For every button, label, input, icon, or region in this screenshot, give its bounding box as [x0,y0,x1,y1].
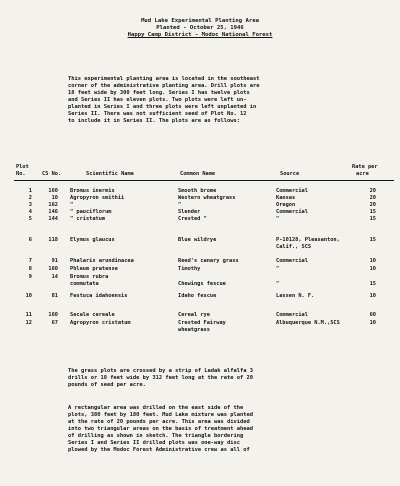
cell-source: Kansas [276,195,296,201]
cell-rate: 10 [369,293,376,299]
cell-source: Commercial [276,209,308,215]
cell-cs-no: 144 [48,216,58,222]
cell-scientific-name: Festuca idahoensis [70,293,128,299]
cell-rate: 20 [369,202,376,208]
cell-source: " [276,281,280,287]
intro-line: planted in Series I and three plots were left unplanted in [68,104,257,110]
cell-source: Lassen N. F. [276,293,315,299]
cell-scientific-name: " pauciflorum [70,209,112,215]
intro-paragraph [68,76,358,125]
paragraph-line: pounds of seed per acre. [68,382,146,388]
cell-common-name: Crested Fairway [178,320,226,326]
cell-cs-no: 160 [48,266,58,272]
paragraph-line: of drilling as shown in sketch. The triangle bordering [68,433,244,439]
cell-rate: 60 [369,312,376,318]
paragraph-line: drills or 18 feet wide by 312 feet long at the rate of 20 [68,375,253,381]
cell-plot-no: 9 [28,274,32,280]
cell-scientific-name: " cristatum [70,216,106,222]
col-header-cs-no: CS No. [42,171,62,177]
col-header-scientific-name: Scientific Name [86,171,134,177]
cell-source: P-10128, Pleasanton, [276,237,340,243]
document-title: Mud Lake Experimental Planting Area [141,18,259,24]
cell-scientific-name: Phalaris arundinacea [70,258,134,264]
cell-rate: 15 [369,216,376,222]
cell-rate: 10 [369,266,376,272]
cell-rate: 20 [369,188,376,194]
cell-scientific-name: Agropyron smithii [70,195,125,201]
cell-cs-no: 91 [51,258,58,264]
table-header-rule [14,180,394,181]
cell-plot-no: 10 [25,293,32,299]
cell-common-name: Smooth brome [178,188,217,194]
cell-scientific-name: Agropyron cristatum [70,320,131,326]
paragraph-line: plowed by the Modoc Forest Administrative crew as all of [68,447,250,453]
cell-plot-no: 11 [25,312,32,318]
cell-common-name: Western wheatgrass [178,195,236,201]
col-header-rate-unit: acre [356,171,369,177]
cell-cs-no: 162 [48,202,58,208]
intro-line: to include it in Series II. The plots are as follows: [68,118,241,124]
cell-common-name: wheatgrass [178,327,210,333]
cell-common-name: Blue wildrye [178,237,217,243]
paragraph-line: The grass plots are crossed by a strip of Ladak alfalfa 3 [68,368,253,374]
district-line: Happy Camp District - Modoc National Forest [127,32,273,38]
cell-source: " [276,266,280,272]
cell-rate: 20 [369,195,376,201]
cell-cs-no: 160 [48,188,58,194]
col-header-plot: Plot [16,164,29,170]
cell-rate: 15 [369,237,376,243]
cell-rate: 10 [369,320,376,326]
intro-line: corner of the administrative planting area. Drill plots are [68,83,260,89]
planting-date: Planted - October 25, 1946 [156,25,244,31]
cell-plot-no: 3 [28,202,32,208]
col-header-common-name: Common Name [180,171,216,177]
cell-common-name: Crested " [178,216,207,222]
rectangular-area-paragraph [68,405,358,454]
paragraph-line: Series I and Series II drilled plots was one-way disc [68,440,241,446]
cell-common-name: Cereal rye [178,312,210,318]
cell-plot-no: 8 [28,266,32,272]
cell-source: Commercial [276,312,308,318]
cell-scientific-name: commutata [70,281,99,287]
cell-cs-no: 14 [51,274,58,280]
cell-plot-no: 5 [28,216,32,222]
intro-line: 18 feet wide by 300 feet long. Series I has twelve plots [68,90,250,96]
cell-source: " [276,216,280,222]
cell-plot-no: 6 [28,237,32,243]
col-header-source: Source [280,171,300,177]
cell-cs-no: 118 [48,237,58,243]
cell-scientific-name: Bromus rubra [70,274,109,280]
intro-line: Series II. There was not sufficient seed of Plot No. 12 [68,111,247,117]
cell-plot-no: 7 [28,258,32,264]
cell-common-name: Idaho fescue [178,293,217,299]
cell-rate: 15 [369,209,376,215]
paragraph-line: A rectangular area was drilled on the east side of the [68,405,244,411]
cell-common-name: Slender [178,209,201,215]
cell-scientific-name: Secale cereale [70,312,115,318]
col-header-plot-no: No. [16,171,26,177]
cell-source: Oregon [276,202,296,208]
paragraph-line: at the rate of 20 pounds per acre. This area was divided [68,419,250,425]
cell-common-name: Timothy [178,266,201,272]
alfalfa-paragraph [68,368,358,389]
intro-line: and Series II has eleven plots. Two plots were left un- [68,97,247,103]
cell-source: Commercial [276,258,308,264]
cell-common-name: Reed's canary grass [178,258,239,264]
cell-source: Albuquerque N.M.,SCS [276,320,340,326]
paragraph-line: plots, 380 feet by 180 feet. Mud Lake mixture was planted [68,412,253,418]
cell-plot-no: 12 [25,320,32,326]
cell-cs-no: 160 [48,312,58,318]
cell-cs-no: 146 [48,209,58,215]
cell-plot-no: 1 [28,188,32,194]
cell-scientific-name: " [70,202,74,208]
cell-cs-no: 81 [51,293,58,299]
cell-common-name: " [178,202,182,208]
intro-line: This experimental planting area is located in the southeast [68,76,260,82]
cell-source: Commercial [276,188,308,194]
cell-plot-no: 2 [28,195,32,201]
cell-scientific-name: Elymus glaucus [70,237,115,243]
cell-common-name: Chewings fescue [178,281,226,287]
cell-cs-no: 10 [51,195,58,201]
cell-rate: 15 [369,281,376,287]
cell-source: Calif., SCS [276,244,312,250]
cell-scientific-name: Bromus inermis [70,188,115,194]
cell-rate: 10 [369,258,376,264]
cell-plot-no: 4 [28,209,32,215]
col-header-rate: Rate per [352,164,378,170]
cell-cs-no: 67 [51,320,58,326]
paragraph-line: into two triangular areas on the basis of treatment ahead [68,426,253,432]
cell-scientific-name: Phleum pratense [70,266,118,272]
